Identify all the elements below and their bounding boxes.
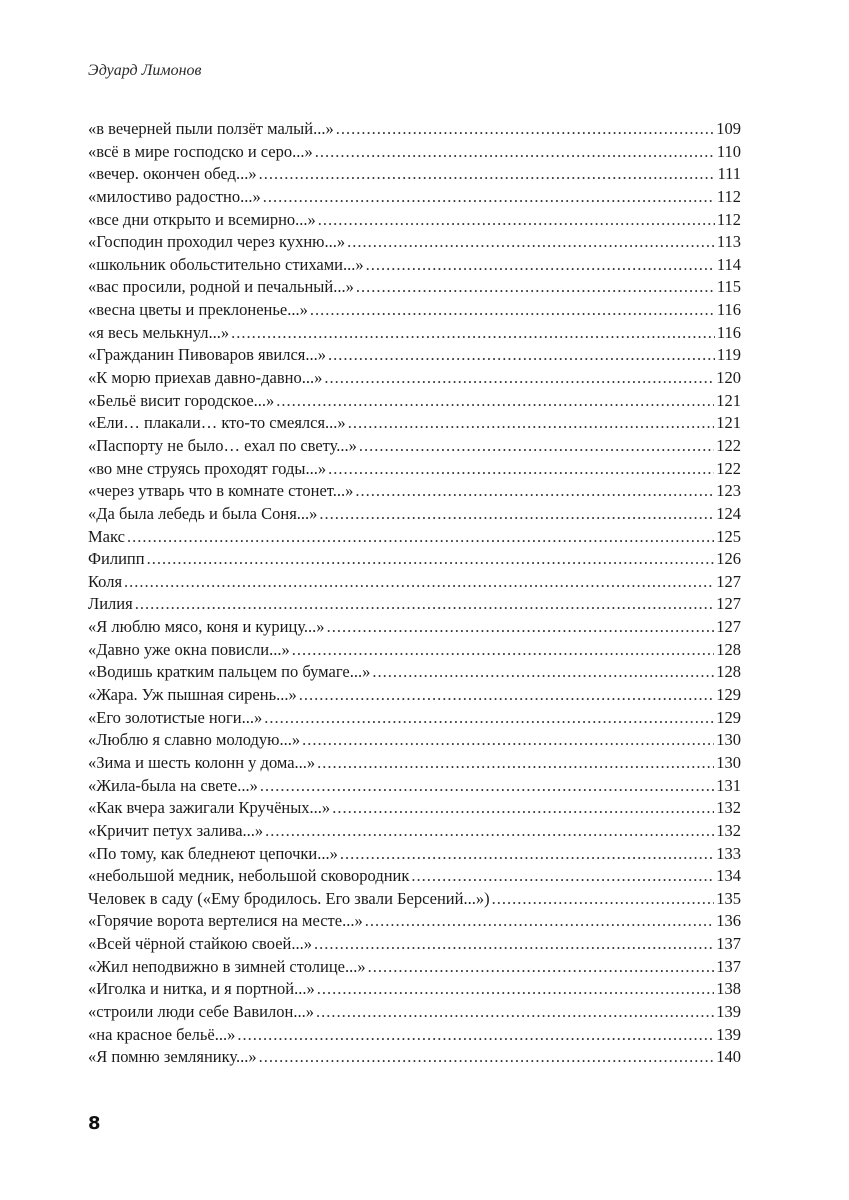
dot-leader [317, 752, 714, 775]
toc-entry-page: 132 [716, 820, 741, 840]
dot-leader [259, 1046, 715, 1069]
toc-entry-page: 113 [716, 232, 741, 252]
toc-entry [88, 1046, 741, 1069]
toc-entry-page: 127 [716, 617, 741, 637]
toc-entry-page: 112 [716, 186, 741, 206]
toc-entry [88, 797, 741, 820]
dot-leader [259, 163, 716, 186]
toc-entry-title: «весна цветы и преклоненье...» [88, 300, 308, 320]
toc-entry-title: «Люблю я славно молодую...» [88, 730, 301, 750]
toc-entry-title: «Кричит петух залива...» [88, 820, 264, 840]
toc-entry-title: «Я люблю мясо, коня и курицу...» [88, 617, 325, 637]
dot-leader [328, 344, 715, 367]
dot-leader [355, 480, 714, 503]
toc-entry [88, 593, 741, 616]
dot-leader [147, 548, 715, 571]
dot-leader [264, 707, 714, 730]
toc-entry [88, 888, 741, 911]
toc-entry-page: 127 [716, 571, 741, 591]
dot-leader [347, 231, 715, 254]
toc-entry-title: «милостиво радостно...» [88, 186, 261, 206]
dot-leader [127, 526, 714, 549]
dot-leader [340, 843, 714, 866]
running-head: Эдуард Лимонов [88, 62, 202, 79]
toc-entry-page: 116 [716, 300, 741, 320]
toc-entry [88, 299, 741, 322]
toc-entry-page: 121 [716, 390, 741, 410]
toc-entry-page: 124 [716, 503, 741, 523]
dot-leader [315, 141, 715, 164]
dot-leader [231, 322, 715, 345]
toc-entry [88, 254, 741, 277]
toc-entry [88, 344, 741, 367]
toc-entry [88, 209, 741, 232]
toc-entry-title: «через утварь что в комнате стонет...» [88, 481, 354, 501]
toc-entry-title: Филипп [88, 549, 145, 569]
toc-entry-page: 119 [716, 345, 741, 365]
dot-leader [492, 888, 715, 911]
dot-leader [317, 978, 715, 1001]
toc-entry-title: «Я помню землянику...» [88, 1047, 257, 1067]
toc-entry-page: 130 [716, 730, 741, 750]
toc-entry [88, 458, 741, 481]
toc-entry [88, 1024, 741, 1047]
dot-leader [356, 276, 715, 299]
toc-entry [88, 1001, 741, 1024]
toc-entry-page: 129 [716, 685, 741, 705]
toc-entry-page: 129 [716, 707, 741, 727]
toc-entry-page: 126 [716, 549, 741, 569]
dot-leader [237, 1024, 714, 1047]
toc-entry [88, 141, 741, 164]
toc-entry-page: 116 [716, 322, 741, 342]
toc-entry-title: «небольшой медник, небольшой сковородник [88, 866, 410, 886]
toc-entry-page: 120 [716, 368, 741, 388]
toc-entry-page: 115 [716, 277, 741, 297]
dot-leader [359, 435, 714, 458]
toc-entry-page: 139 [716, 1001, 741, 1021]
toc-entry [88, 526, 741, 549]
toc-entry [88, 707, 741, 730]
toc-entry-title: «К морю приехав давно-давно...» [88, 368, 323, 388]
toc-entry-title: «Гражданин Пивоваров явился...» [88, 345, 327, 365]
toc-entry [88, 322, 741, 345]
toc-entry-title: Человек в саду («Ему бродилось. Его звали Берсений...») [88, 888, 490, 908]
toc-entry-title: «По тому, как бледнеют цепочки...» [88, 843, 338, 863]
dot-leader [411, 865, 714, 888]
toc-entry-page: 140 [716, 1047, 741, 1067]
toc-entry [88, 571, 741, 594]
toc-entry-title: «Водишь кратким пальцем по бумаге...» [88, 662, 371, 682]
toc-entry-page: 121 [716, 413, 741, 433]
toc-entry [88, 503, 741, 526]
toc-entry [88, 775, 741, 798]
toc-entry [88, 843, 741, 866]
dot-leader [348, 412, 715, 435]
toc-entry-title: «Жила-была на свете...» [88, 775, 258, 795]
toc-entry-title: «Ели… плакали… кто-то смеялся...» [88, 413, 346, 433]
toc-entry-page: 112 [716, 209, 741, 229]
dot-leader [324, 367, 714, 390]
toc-entry-page: 122 [716, 458, 741, 478]
dot-leader [372, 661, 714, 684]
toc-entry-title: «все дни открыто и всемирно...» [88, 209, 316, 229]
dot-leader [332, 797, 714, 820]
toc-entry-page: 135 [716, 888, 741, 908]
dot-leader [316, 1001, 714, 1024]
toc-entry-title: «Давно уже окна повисли...» [88, 639, 290, 659]
toc-entry-title: «строили люди себе Вавилон...» [88, 1001, 314, 1021]
toc-entry-page: 138 [716, 979, 741, 999]
dot-leader [276, 390, 714, 413]
toc-entry-title: «в вечерней пыли ползёт малый...» [88, 119, 334, 138]
toc-entry-title: «школьник обольстительно стихами...» [88, 254, 364, 274]
dot-leader [299, 684, 715, 707]
toc-entry-page: 130 [716, 752, 741, 772]
toc-entry-page: 136 [716, 911, 741, 931]
toc-entry-page: 110 [716, 141, 741, 161]
toc-entry [88, 684, 741, 707]
toc-entry-title: «Как вчера зажигали Кручёных...» [88, 798, 331, 818]
toc-entry-page: 128 [716, 639, 741, 659]
toc-entry [88, 548, 741, 571]
dot-leader [314, 933, 714, 956]
toc-entry [88, 933, 741, 956]
dot-leader [327, 616, 715, 639]
toc-entry [88, 390, 741, 413]
toc-entry [88, 186, 741, 209]
dot-leader [328, 458, 714, 481]
toc-entry [88, 978, 741, 1001]
dot-leader [292, 639, 715, 662]
toc-entry [88, 616, 741, 639]
toc-entry-title: «я весь мелькнул...» [88, 322, 230, 342]
dot-leader [366, 254, 715, 277]
dot-leader [265, 820, 714, 843]
toc-entry-title: «во мне струясь проходят годы...» [88, 458, 327, 478]
toc-entry [88, 639, 741, 662]
toc-entry-title: «Господин проходил через кухню...» [88, 232, 346, 252]
toc-entry-title: «Горячие ворота вертелися на месте...» [88, 911, 363, 931]
toc-entry-title: Макс [88, 526, 125, 546]
toc-entry [88, 956, 741, 979]
toc-entry-page: 128 [716, 662, 741, 682]
dot-leader [263, 186, 715, 209]
toc-entry-title: «Его золотистые ноги...» [88, 707, 263, 727]
toc-entry-page: 137 [716, 934, 741, 954]
toc-entry [88, 729, 741, 752]
dot-leader [365, 910, 715, 933]
toc-entry-title: Коля [88, 571, 123, 591]
toc-entry-page: 123 [716, 481, 741, 501]
dot-leader [310, 299, 715, 322]
toc-entry [88, 231, 741, 254]
toc-entry-title: «Жара. Уж пышная сирень...» [88, 685, 297, 705]
toc-entry-page: 139 [716, 1024, 741, 1044]
dot-leader [302, 729, 714, 752]
toc-entry [88, 480, 741, 503]
dot-leader [124, 571, 714, 594]
dot-leader [260, 775, 714, 798]
page-number: 8 [88, 1113, 101, 1134]
toc-entry-title: «Жил неподвижно в зимней столице...» [88, 956, 366, 976]
toc-entry-title: «вас просили, родной и печальный...» [88, 277, 354, 297]
toc-entry [88, 276, 741, 299]
toc-entry-title: «Всей чёрной стайкою своей...» [88, 934, 312, 954]
toc-entry-page: 133 [716, 843, 741, 863]
toc-entry-title: «Да была лебедь и была Соня...» [88, 503, 318, 523]
table-of-contents [88, 118, 741, 1069]
toc-entry [88, 752, 741, 775]
toc-entry-page: 134 [716, 866, 741, 886]
toc-entry-title: Лилия [88, 594, 133, 614]
dot-leader [368, 956, 715, 979]
toc-entry-page: 137 [716, 956, 741, 976]
toc-entry-title: «Паспорту не было… ехал по свету...» [88, 435, 357, 455]
toc-entry-title: «на красное бельё...» [88, 1024, 236, 1044]
toc-entry [88, 820, 741, 843]
toc-entry-page: 127 [716, 594, 741, 614]
toc-entry-title: «Зима и шесть колонн у дома...» [88, 752, 316, 772]
toc-entry-page: 109 [716, 119, 741, 138]
toc-entry-title: «всё в мире господско и серо...» [88, 141, 313, 161]
toc-entry [88, 910, 741, 933]
toc-entry-title: «Иголка и нитка, и я портной...» [88, 979, 315, 999]
toc-entry [88, 661, 741, 684]
toc-entry-title: «Бельё висит городское...» [88, 390, 275, 410]
dot-leader [318, 209, 715, 232]
toc-entry-page: 132 [716, 798, 741, 818]
toc-entry [88, 367, 741, 390]
toc-entry-page: 131 [716, 775, 741, 795]
toc-entry [88, 412, 741, 435]
toc-entry-page: 114 [716, 254, 741, 274]
toc-entry-page: 111 [717, 164, 741, 184]
toc-entry [88, 865, 741, 888]
toc-entry-page: 122 [716, 435, 741, 455]
dot-leader [336, 118, 715, 141]
toc-entry-page: 125 [716, 526, 741, 546]
toc-entry-title: «вечер. окончен обед...» [88, 164, 257, 184]
dot-leader [319, 503, 714, 526]
toc-entry [88, 118, 741, 141]
toc-entry [88, 435, 741, 458]
toc-entry [88, 163, 741, 186]
dot-leader [135, 593, 715, 616]
